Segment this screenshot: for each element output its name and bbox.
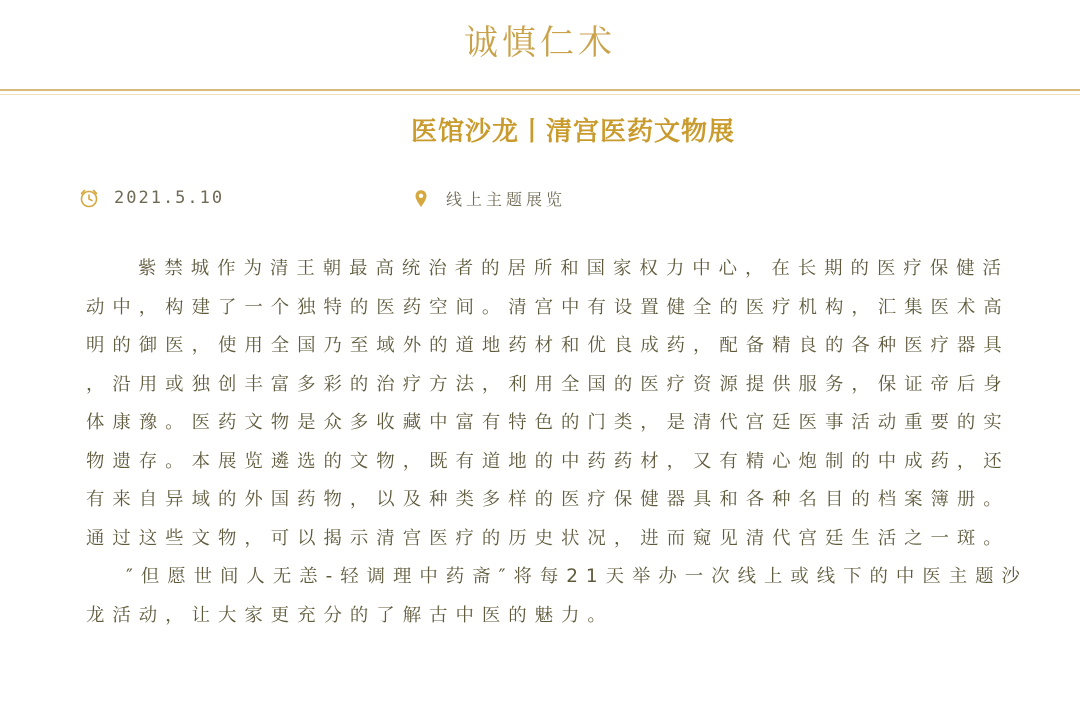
- article-title: 医馆沙龙丨清宫医药文物展: [410, 117, 735, 147]
- text-line: 通过这些文物，可以揭示清宫医疗的历史状况，进而窥见清代宫廷生活之一斑。: [86, 527, 1010, 549]
- text-line: ，沿用或独创丰富多彩的治疗方法，利用全国的医疗资源提供服务，保证帝后身: [86, 373, 1010, 395]
- article-date: [78, 184, 224, 212]
- text-line: 明的御医，使用全国乃至域外的道地药材和优良成药，配备精良的各种医疗器具: [86, 335, 1010, 356]
- text-line: 有来自异域的外国药物，以及种类多样的医疗保健器具和各种名目的档案簿册。: [86, 489, 1010, 510]
- text-line: 龙活动，让大家更充分的了解古中医的魅力。: [86, 604, 614, 626]
- text-line: 紫禁城作为清王朝最高统治者的居所和国家权力中心，在长期的医疗保健活: [138, 258, 1009, 279]
- header-divider: [0, 89, 1080, 91]
- date-text: 2021.5.10: [114, 188, 225, 208]
- article-body: [86, 250, 1026, 635]
- text-line: ″但愿世间人无恙-轻调理中药斋″将每21天举办一次线上或线下的中医主题沙: [126, 566, 1028, 587]
- text-line: 体康豫。医药文物是众多收藏中富有特色的门类，是清代宫廷医事活动重要的实: [86, 412, 1010, 433]
- location-pin-icon: [410, 187, 432, 209]
- paragraph-2: [86, 558, 1026, 635]
- location-text: 线上主题展览: [446, 189, 567, 209]
- text-line: 动中，构建了一个独特的医药空间。清宫中有设置健全的医疗机构，汇集医术高: [86, 296, 1010, 318]
- clock-icon: [78, 187, 100, 209]
- article-location: [410, 184, 566, 212]
- page-header-title: 诚慎仁术: [464, 23, 616, 63]
- paragraph-1: [86, 250, 1026, 558]
- text-line: 物遗存。本展览遴选的文物，既有道地的中药药材，又有精心炮制的中成药，还: [86, 450, 1010, 472]
